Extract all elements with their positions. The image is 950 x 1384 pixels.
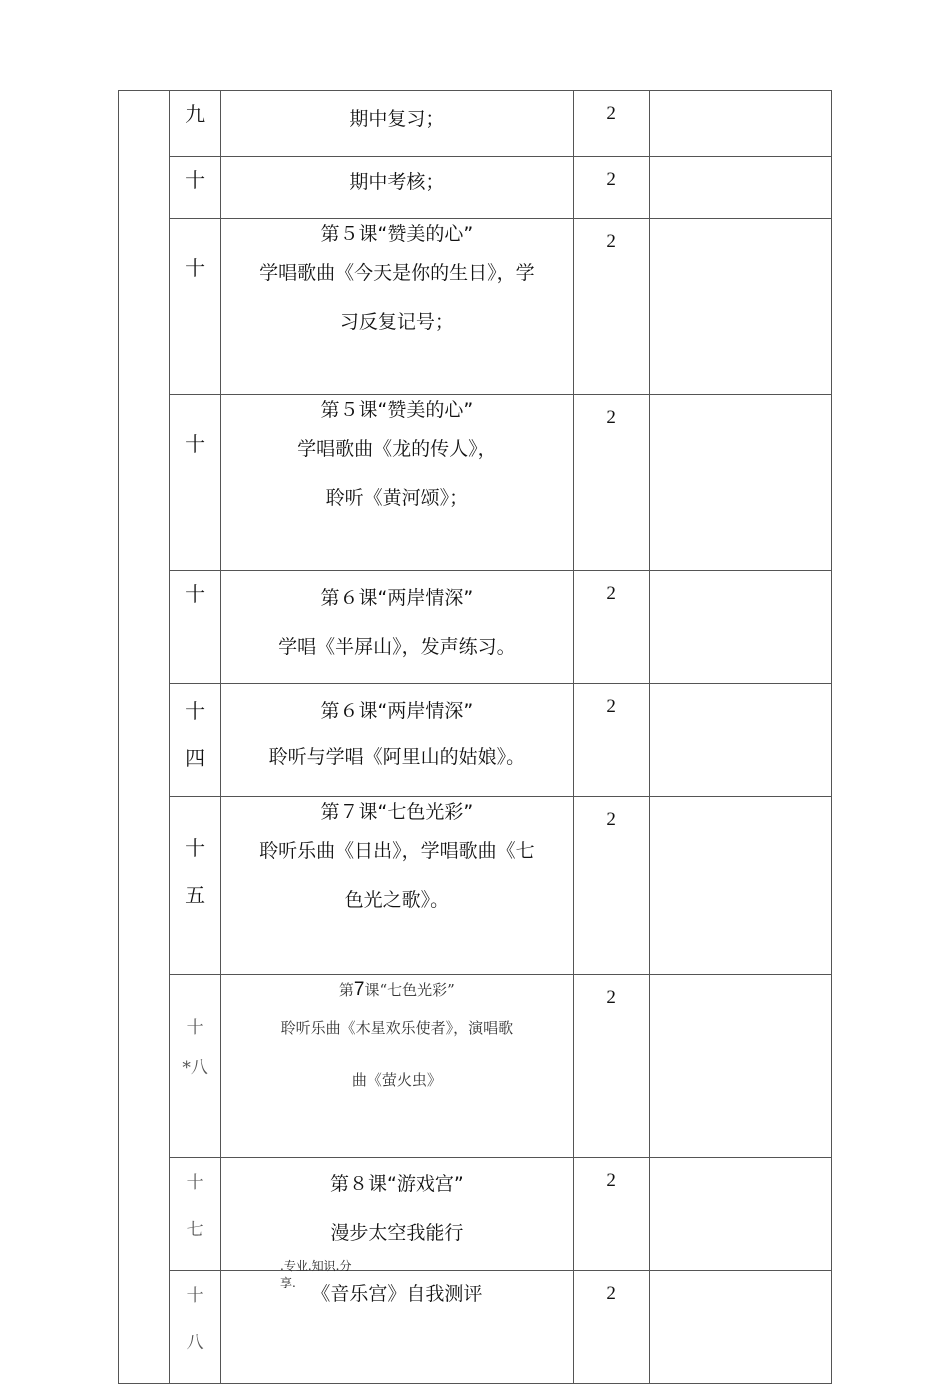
week-cell: 十 七 <box>170 1158 221 1271</box>
footer-line: .专业.知识.分 <box>280 1259 352 1273</box>
week-cell: 十 *八 <box>170 975 221 1158</box>
table-row <box>119 157 832 219</box>
week-cell: 十 四 <box>170 684 221 797</box>
week-cell: 十 <box>170 157 221 219</box>
semester-cell <box>119 91 170 1384</box>
notes-cell <box>649 219 831 395</box>
notes-cell <box>649 571 831 684</box>
notes-cell <box>649 1271 831 1384</box>
hours-cell: 2 <box>573 1271 649 1384</box>
hours-cell: 2 <box>573 91 649 157</box>
hours-cell: 2 <box>573 219 649 395</box>
table-row <box>119 797 832 975</box>
hours-cell: 2 <box>573 157 649 219</box>
week-cell: 十 八 <box>170 1271 221 1384</box>
week-cell: 十 <box>170 219 221 395</box>
lesson-content-cell: 期中考核； <box>221 157 573 219</box>
table-row <box>119 1271 832 1384</box>
lesson-content-cell: 第５课“赞美的心” 学唱歌曲《龙的传人》， 聆听《黄河颂》； <box>221 395 573 571</box>
hours-cell: 2 <box>573 395 649 571</box>
lesson-content-cell: 第６课“两岸情深” 学唱《半屏山》，发声练习。 <box>221 571 573 684</box>
table-row <box>119 684 832 797</box>
week-cell: 十 <box>170 395 221 571</box>
table-row <box>119 219 832 395</box>
notes-cell <box>649 91 831 157</box>
week-cell: 十 五 <box>170 797 221 975</box>
lesson-content-cell: 第７课“七色光彩” 聆听乐曲《日出》，学唱歌曲《七 色光之歌》。 <box>221 797 573 975</box>
notes-cell <box>649 797 831 975</box>
hours-cell: 2 <box>573 975 649 1158</box>
lesson-content-cell: 第7课“七色光彩” 聆听乐曲《木星欢乐使者》，演唱歌 曲《萤火虫》 <box>221 975 573 1158</box>
lesson-content-cell: 第８课“游戏宫” 漫步太空我能行 <box>221 1158 573 1271</box>
hours-cell: 2 <box>573 1158 649 1271</box>
week-cell: 九 <box>170 91 221 157</box>
table-row <box>119 91 832 157</box>
table-row <box>119 395 832 571</box>
notes-cell <box>649 1158 831 1271</box>
teaching-schedule-table <box>118 90 832 1384</box>
notes-cell <box>649 975 831 1158</box>
hours-cell: 2 <box>573 684 649 797</box>
notes-cell <box>649 684 831 797</box>
notes-cell <box>649 157 831 219</box>
lesson-content-cell: 《音乐宫》自我测评 <box>221 1271 573 1384</box>
hours-cell: 2 <box>573 797 649 975</box>
page-footer <box>280 1258 370 1292</box>
lesson-content-cell: 第５课“赞美的心” 学唱歌曲《今天是你的生日》，学 习反复记号； <box>221 219 573 395</box>
table-row <box>119 975 832 1158</box>
lesson-content-cell: 第６课“两岸情深” 聆听与学唱《阿里山的姑娘》。 <box>221 684 573 797</box>
notes-cell <box>649 395 831 571</box>
table-row <box>119 571 832 684</box>
lesson-content-cell: 期中复习； <box>221 91 573 157</box>
hours-cell: 2 <box>573 571 649 684</box>
footer-line: 享. <box>280 1276 296 1290</box>
table-row <box>119 1158 832 1271</box>
week-cell: 十 <box>170 571 221 684</box>
